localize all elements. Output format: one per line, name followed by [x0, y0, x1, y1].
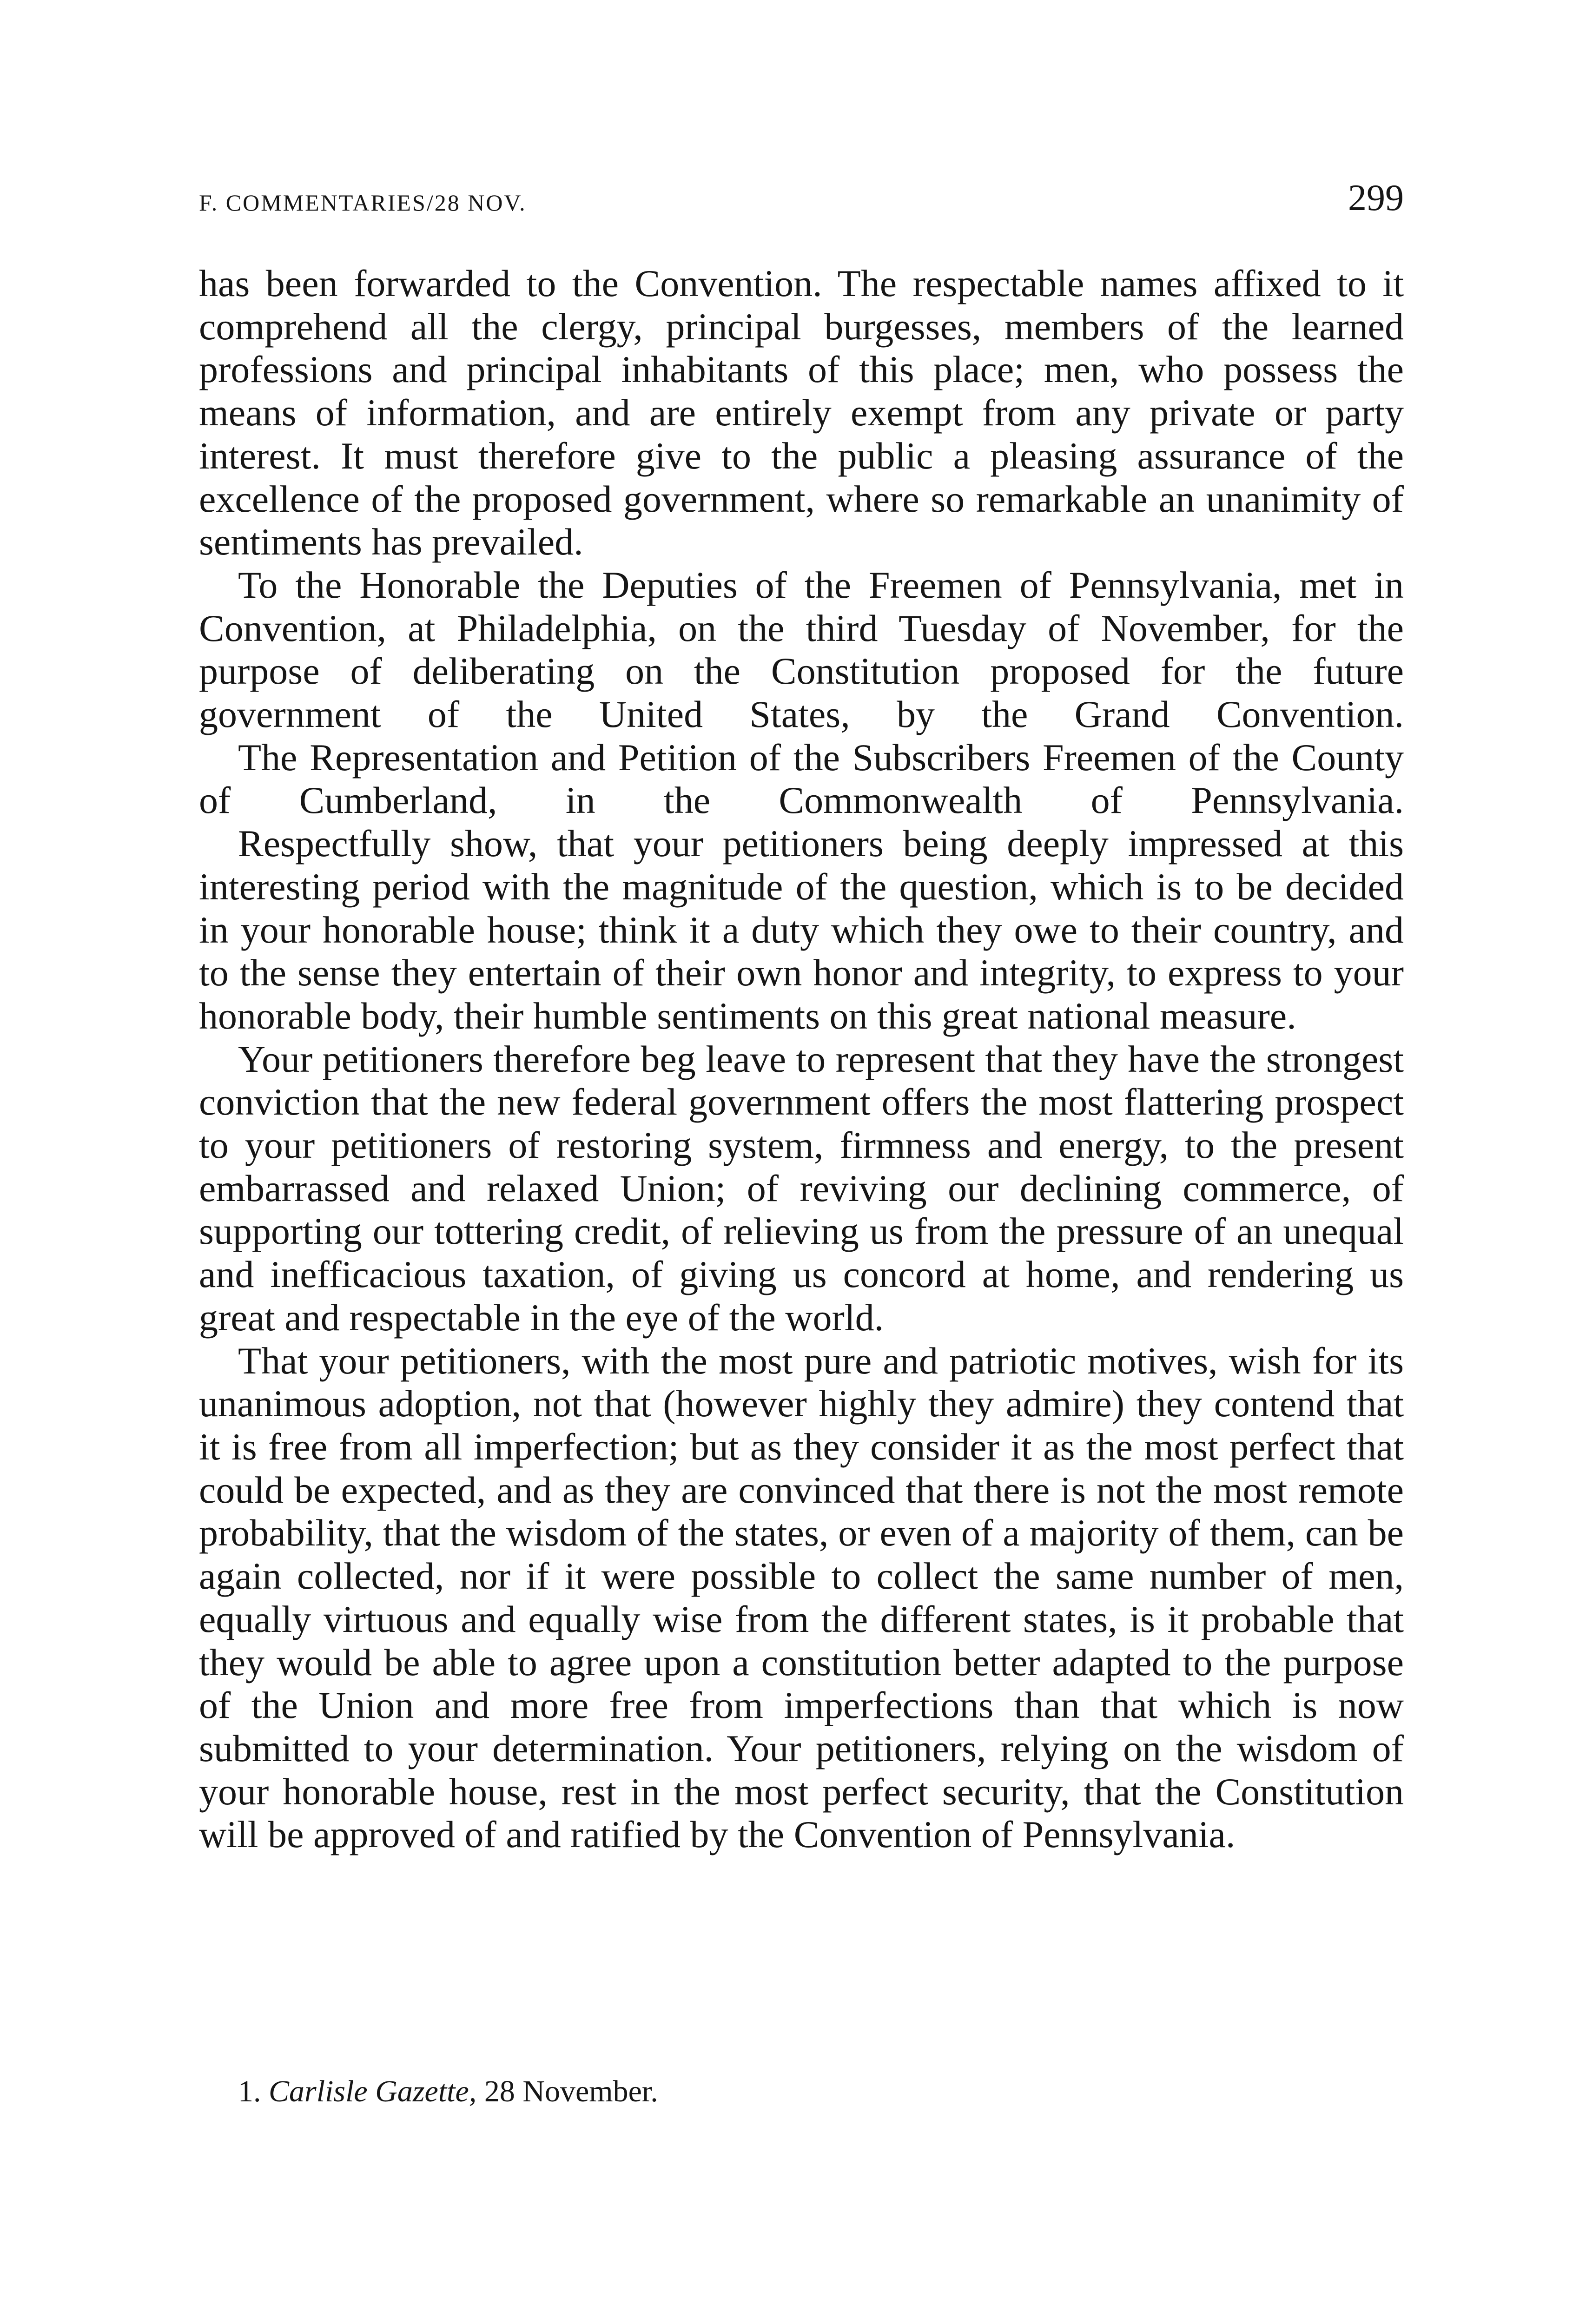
- footnote-1: [199, 2073, 1404, 2110]
- paragraph-address: To the Honorable the Deputies of the Freemen of Pennsylvania, met in Convention, at Philadelphia, on the third Tuesday of November, for the purpose of deliberating on the Constitution proposed for the future government of the United States, by the Grand Convention.: [199, 563, 1404, 736]
- paragraph-your-petitioners: Your petitioners therefore beg leave to represent that they have the strongest conviction that the new federal government offers the most flattering prospect to your petitioners of restoring system, firmness and energy, to the present embarrassed and relaxed Union; of reviving our declining commerce, of supporting our tottering credit, of relieving us from the pressure of an unequal and inefficacious taxation, of giving us concord at home, and rendering us great and respectable in the eye of the world.: [199, 1037, 1404, 1339]
- paragraph-continuation: has been forwarded to the Convention. The respectable names affixed to it comprehend all the clergy, principal burgesses, members of the learned professions and principal inhabitants of this place; men, who possess the means of information, and are entirely exempt from any private or party interest. It must therefore give to the public a pleasing assurance of the excellence of the proposed government, where so remarkable an unanimity of sentiments has prevailed.: [199, 262, 1404, 563]
- running-head-title: F. COMMENTARIES/28 NOV.: [199, 190, 527, 216]
- footnote-date: 28 November.: [484, 2074, 658, 2108]
- paragraph-petition-title: The Representation and Petition of the Subscribers Freemen of the County of Cumberland, in the Commonwealth of Pennsylvania.: [199, 736, 1404, 822]
- paragraph-respectfully-show: Respectfully show, that your petitioners being deeply impressed at this interesting period with the magnitude of the question, which is to be decided in your honorable house; think it a duty which they owe to their country, and to the sense they entertain of their own honor and integrity, to express to your honorable body, their humble sentiments on this great national measure.: [199, 822, 1404, 1037]
- paragraph-that-your-petitioners: That your petitioners, with the most pure and patriotic motives, wish for its unanimous adoption, not that (however highly they admire) they contend that it is free from all imperfection; but as they consider it as the most perfect that could be expected, and as they are convinced that there is not the most remote probability, that the wisdom of the states, or even of a majority of them, can be again collected, nor if it were possible to collect the same number of men, equally virtuous and equally wise from the different states, is it probable that they would be able to agree upon a constitution better adapted to the purpose of the Union and more free from imperfections than that which is now submitted to your determination. Your petitioners, relying on the wisdom of your honorable house, rest in the most perfect security, that the Constitution will be approved of and ratified by the Convention of Pennsylvania.: [199, 1339, 1404, 1856]
- footnote-number: 1.: [238, 2074, 261, 2108]
- footnotes: [199, 2073, 1404, 2110]
- running-head: [199, 177, 1404, 228]
- body-text: [199, 262, 1404, 1856]
- footnote-source: Carlisle Gazette,: [269, 2074, 477, 2108]
- page-number: 299: [1348, 178, 1404, 218]
